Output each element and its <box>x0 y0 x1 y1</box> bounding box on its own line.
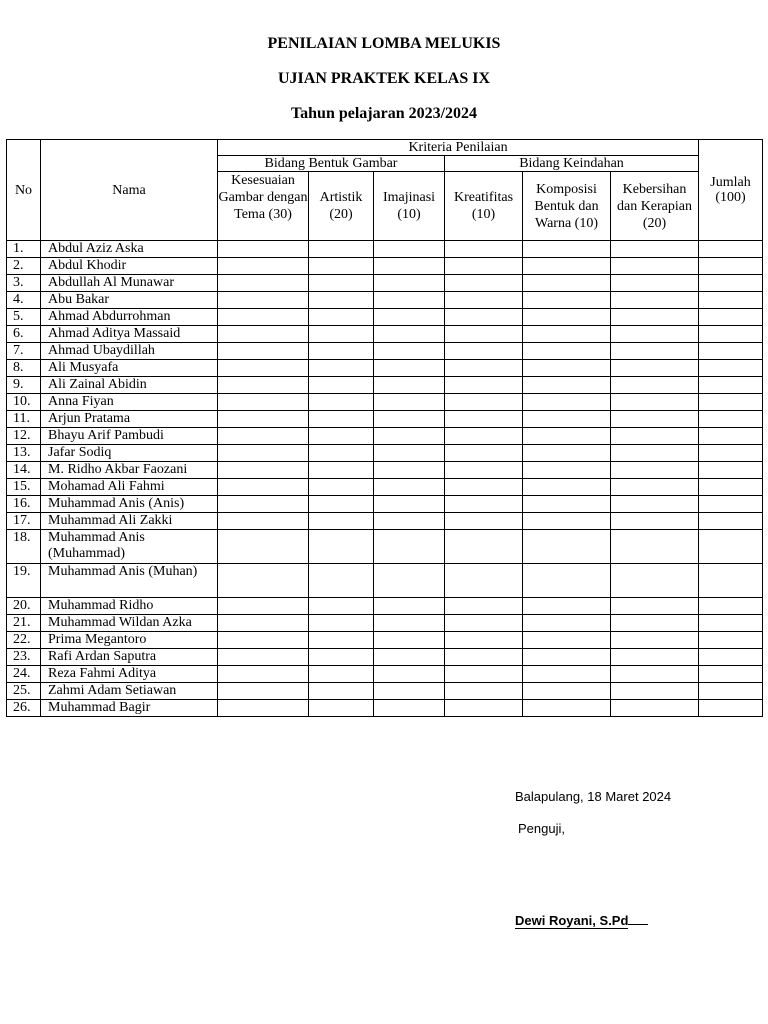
row-number: 1. <box>7 241 41 258</box>
score-cell-jumlah <box>699 479 763 496</box>
score-cell-jumlah <box>699 309 763 326</box>
score-cell-artistik <box>309 683 374 700</box>
score-cell-artistik <box>309 394 374 411</box>
row-number: 14. <box>7 462 41 479</box>
score-cell-imajinasi <box>374 309 445 326</box>
signer <box>515 912 648 929</box>
table-row <box>7 326 763 343</box>
score-cell-komposisi <box>523 530 611 564</box>
score-cell-imajinasi <box>374 496 445 513</box>
score-cell-artistik <box>309 377 374 394</box>
score-cell-artistik <box>309 479 374 496</box>
table-row <box>7 666 763 683</box>
score-cell-imajinasi <box>374 241 445 258</box>
table-row <box>7 445 763 462</box>
table-row <box>7 598 763 615</box>
row-number: 11. <box>7 411 41 428</box>
score-cell-kreatifitas <box>445 683 523 700</box>
score-cell-kebersihan <box>611 258 699 275</box>
header-group-beauty: Bidang Keindahan <box>445 156 699 172</box>
row-number: 23. <box>7 649 41 666</box>
score-cell-komposisi <box>523 598 611 615</box>
score-cell-kreatifitas <box>445 462 523 479</box>
score-cell-kebersihan <box>611 598 699 615</box>
score-cell-kebersihan <box>611 462 699 479</box>
table-row <box>7 496 763 513</box>
header-kebersihan: Kebersihan dan Kerapian (20) <box>611 172 699 241</box>
score-cell-kebersihan <box>611 292 699 309</box>
score-cell-komposisi <box>523 309 611 326</box>
score-cell-kreatifitas <box>445 445 523 462</box>
header-jumlah: Jumlah (100) <box>699 140 763 241</box>
score-cell-jumlah <box>699 326 763 343</box>
score-cell-kebersihan <box>611 632 699 649</box>
header-kreatifitas: Kreatifitas (10) <box>445 172 523 241</box>
student-name: Prima Megantoro <box>41 632 218 649</box>
score-cell-kesesuaian <box>218 598 309 615</box>
score-cell-jumlah <box>699 598 763 615</box>
row-number: 18. <box>7 530 41 564</box>
score-cell-artistik <box>309 445 374 462</box>
header-artistik: Artistik (20) <box>309 172 374 241</box>
score-cell-jumlah <box>699 632 763 649</box>
score-cell-jumlah <box>699 275 763 292</box>
score-cell-kebersihan <box>611 530 699 564</box>
score-cell-kebersihan <box>611 377 699 394</box>
score-cell-kebersihan <box>611 309 699 326</box>
score-cell-kebersihan <box>611 513 699 530</box>
score-cell-imajinasi <box>374 513 445 530</box>
score-cell-imajinasi <box>374 666 445 683</box>
score-cell-imajinasi <box>374 377 445 394</box>
score-cell-kesesuaian <box>218 275 309 292</box>
row-number: 9. <box>7 377 41 394</box>
score-cell-komposisi <box>523 275 611 292</box>
score-cell-jumlah <box>699 394 763 411</box>
score-cell-komposisi <box>523 496 611 513</box>
score-cell-komposisi <box>523 343 611 360</box>
score-cell-kesesuaian <box>218 615 309 632</box>
student-name: Muhammad Anis (Anis) <box>41 496 218 513</box>
score-cell-kreatifitas <box>445 411 523 428</box>
row-number: 5. <box>7 309 41 326</box>
table-row <box>7 377 763 394</box>
score-cell-komposisi <box>523 462 611 479</box>
table-row <box>7 649 763 666</box>
score-cell-jumlah <box>699 445 763 462</box>
table-row <box>7 343 763 360</box>
score-cell-kebersihan <box>611 241 699 258</box>
score-cell-jumlah <box>699 564 763 598</box>
row-number: 20. <box>7 598 41 615</box>
score-cell-kesesuaian <box>218 496 309 513</box>
table-row <box>7 530 763 564</box>
student-name: Abu Bakar <box>41 292 218 309</box>
score-cell-komposisi <box>523 683 611 700</box>
score-cell-komposisi <box>523 649 611 666</box>
student-name: Zahmi Adam Setiawan <box>41 683 218 700</box>
score-cell-kebersihan <box>611 649 699 666</box>
score-cell-kesesuaian <box>218 360 309 377</box>
score-cell-kebersihan <box>611 683 699 700</box>
score-cell-jumlah <box>699 241 763 258</box>
score-cell-jumlah <box>699 496 763 513</box>
score-cell-kesesuaian <box>218 530 309 564</box>
score-cell-artistik <box>309 530 374 564</box>
score-cell-kebersihan <box>611 479 699 496</box>
score-cell-kreatifitas <box>445 513 523 530</box>
header-criteria: Kriteria Penilaian <box>218 140 699 156</box>
score-cell-kebersihan <box>611 326 699 343</box>
table-row <box>7 683 763 700</box>
score-cell-komposisi <box>523 292 611 309</box>
student-name: Anna Fiyan <box>41 394 218 411</box>
score-cell-kreatifitas <box>445 326 523 343</box>
table-row <box>7 309 763 326</box>
score-cell-komposisi <box>523 377 611 394</box>
score-cell-artistik <box>309 309 374 326</box>
score-cell-kreatifitas <box>445 615 523 632</box>
row-number: 4. <box>7 292 41 309</box>
row-number: 8. <box>7 360 41 377</box>
header-komposisi: Komposisi Bentuk dan Warna (10) <box>523 172 611 241</box>
score-cell-imajinasi <box>374 343 445 360</box>
table-row <box>7 564 763 598</box>
score-cell-komposisi <box>523 258 611 275</box>
score-cell-komposisi <box>523 394 611 411</box>
table-row <box>7 411 763 428</box>
score-cell-artistik <box>309 462 374 479</box>
student-name: Muhammad Anis (Muhan) <box>41 564 218 598</box>
score-cell-artistik <box>309 513 374 530</box>
score-cell-artistik <box>309 258 374 275</box>
score-cell-komposisi <box>523 666 611 683</box>
score-cell-imajinasi <box>374 360 445 377</box>
score-cell-kreatifitas <box>445 377 523 394</box>
score-cell-jumlah <box>699 700 763 717</box>
score-cell-artistik <box>309 241 374 258</box>
score-cell-jumlah <box>699 258 763 275</box>
header-imajinasi: Imajinasi (10) <box>374 172 445 241</box>
score-table-body <box>7 241 763 717</box>
document-title: PENILAIAN LOMBA MELUKIS <box>267 35 501 52</box>
score-cell-imajinasi <box>374 683 445 700</box>
score-cell-jumlah <box>699 360 763 377</box>
student-name: M. Ridho Akbar Faozani <box>41 462 218 479</box>
signer-name: Dewi Royani, S.Pd <box>515 913 629 928</box>
score-cell-kreatifitas <box>445 530 523 564</box>
row-number: 12. <box>7 428 41 445</box>
score-cell-komposisi <box>523 700 611 717</box>
score-cell-jumlah <box>699 513 763 530</box>
score-cell-jumlah <box>699 683 763 700</box>
score-cell-imajinasi <box>374 564 445 598</box>
student-name: Mohamad Ali Fahmi <box>41 479 218 496</box>
score-cell-jumlah <box>699 530 763 564</box>
row-number: 24. <box>7 666 41 683</box>
score-cell-artistik <box>309 496 374 513</box>
signature-line <box>628 912 648 925</box>
score-cell-kebersihan <box>611 666 699 683</box>
table-row <box>7 241 763 258</box>
score-cell-komposisi <box>523 632 611 649</box>
score-cell-artistik <box>309 564 374 598</box>
student-name: Muhammad Ali Zakki <box>41 513 218 530</box>
table-row <box>7 615 763 632</box>
student-name: Jafar Sodiq <box>41 445 218 462</box>
score-cell-kebersihan <box>611 564 699 598</box>
table-row <box>7 513 763 530</box>
score-cell-komposisi <box>523 428 611 445</box>
score-cell-jumlah <box>699 649 763 666</box>
score-cell-kesesuaian <box>218 411 309 428</box>
score-cell-kesesuaian <box>218 700 309 717</box>
row-number: 7. <box>7 343 41 360</box>
row-number: 6. <box>7 326 41 343</box>
table-row <box>7 632 763 649</box>
score-cell-komposisi <box>523 615 611 632</box>
score-cell-kesesuaian <box>218 683 309 700</box>
score-cell-artistik <box>309 632 374 649</box>
score-cell-kebersihan <box>611 428 699 445</box>
score-cell-artistik <box>309 428 374 445</box>
score-cell-artistik <box>309 343 374 360</box>
score-cell-kesesuaian <box>218 445 309 462</box>
score-cell-kreatifitas <box>445 428 523 445</box>
score-cell-kreatifitas <box>445 394 523 411</box>
student-name: Ahmad Aditya Massaid <box>41 326 218 343</box>
score-table <box>6 139 763 717</box>
student-name: Muhammad Bagir <box>41 700 218 717</box>
score-cell-jumlah <box>699 462 763 479</box>
score-cell-jumlah <box>699 411 763 428</box>
score-cell-imajinasi <box>374 445 445 462</box>
score-cell-imajinasi <box>374 258 445 275</box>
score-cell-kreatifitas <box>445 666 523 683</box>
score-cell-imajinasi <box>374 615 445 632</box>
score-cell-imajinasi <box>374 462 445 479</box>
student-name: Bhayu Arif Pambudi <box>41 428 218 445</box>
table-row <box>7 258 763 275</box>
score-cell-imajinasi <box>374 632 445 649</box>
score-cell-kesesuaian <box>218 428 309 445</box>
score-cell-kesesuaian <box>218 394 309 411</box>
student-name: Abdullah Al Munawar <box>41 275 218 292</box>
score-cell-kebersihan <box>611 275 699 292</box>
score-cell-artistik <box>309 649 374 666</box>
score-cell-imajinasi <box>374 530 445 564</box>
score-cell-kreatifitas <box>445 258 523 275</box>
score-cell-kreatifitas <box>445 700 523 717</box>
score-cell-jumlah <box>699 292 763 309</box>
score-cell-kesesuaian <box>218 649 309 666</box>
score-cell-kreatifitas <box>445 496 523 513</box>
student-name: Ahmad Ubaydillah <box>41 343 218 360</box>
score-cell-artistik <box>309 292 374 309</box>
student-name: Abdul Khodir <box>41 258 218 275</box>
header-no: No <box>7 140 41 241</box>
score-cell-imajinasi <box>374 479 445 496</box>
table-row <box>7 394 763 411</box>
score-cell-komposisi <box>523 360 611 377</box>
row-number: 2. <box>7 258 41 275</box>
student-name: Ali Musyafa <box>41 360 218 377</box>
row-number: 3. <box>7 275 41 292</box>
row-number: 16. <box>7 496 41 513</box>
score-cell-kebersihan <box>611 343 699 360</box>
score-cell-kreatifitas <box>445 479 523 496</box>
score-cell-imajinasi <box>374 292 445 309</box>
score-cell-kesesuaian <box>218 258 309 275</box>
score-cell-kreatifitas <box>445 292 523 309</box>
score-cell-komposisi <box>523 564 611 598</box>
score-cell-imajinasi <box>374 598 445 615</box>
score-cell-kesesuaian <box>218 632 309 649</box>
table-row <box>7 462 763 479</box>
row-number: 19. <box>7 564 41 598</box>
score-cell-kesesuaian <box>218 326 309 343</box>
score-cell-komposisi <box>523 411 611 428</box>
row-number: 21. <box>7 615 41 632</box>
row-number: 10. <box>7 394 41 411</box>
score-cell-jumlah <box>699 377 763 394</box>
score-cell-artistik <box>309 666 374 683</box>
student-name: Rafi Ardan Saputra <box>41 649 218 666</box>
header-group-form: Bidang Bentuk Gambar <box>218 156 445 172</box>
score-cell-kebersihan <box>611 445 699 462</box>
score-cell-kesesuaian <box>218 564 309 598</box>
document-subtitle: UJIAN PRAKTEK KELAS IX <box>277 70 491 87</box>
score-cell-imajinasi <box>374 394 445 411</box>
place-date: Balapulang, 18 Maret 2024 <box>515 789 672 804</box>
score-cell-kebersihan <box>611 700 699 717</box>
academic-year: Tahun pelajaran 2023/2024 <box>290 105 478 122</box>
student-name: Muhammad Wildan Azka <box>41 615 218 632</box>
score-cell-kesesuaian <box>218 666 309 683</box>
header-kesesuaian: Kesesuaian Gambar dengan Tema (30) <box>218 172 309 241</box>
score-cell-komposisi <box>523 513 611 530</box>
examiner-label: Penguji, <box>518 821 565 836</box>
score-cell-komposisi <box>523 445 611 462</box>
score-cell-kebersihan <box>611 360 699 377</box>
score-cell-kesesuaian <box>218 462 309 479</box>
score-cell-artistik <box>309 411 374 428</box>
score-cell-artistik <box>309 700 374 717</box>
score-cell-kebersihan <box>611 496 699 513</box>
table-row <box>7 275 763 292</box>
score-cell-kesesuaian <box>218 377 309 394</box>
score-cell-jumlah <box>699 666 763 683</box>
row-number: 13. <box>7 445 41 462</box>
score-cell-kebersihan <box>611 394 699 411</box>
score-cell-kebersihan <box>611 411 699 428</box>
score-cell-kreatifitas <box>445 241 523 258</box>
score-cell-imajinasi <box>374 275 445 292</box>
score-cell-imajinasi <box>374 700 445 717</box>
student-name: Ahmad Abdurrohman <box>41 309 218 326</box>
table-row <box>7 360 763 377</box>
score-cell-artistik <box>309 275 374 292</box>
score-cell-kreatifitas <box>445 275 523 292</box>
student-name: Arjun Pratama <box>41 411 218 428</box>
student-name: Muhammad Ridho <box>41 598 218 615</box>
score-cell-imajinasi <box>374 411 445 428</box>
table-row <box>7 700 763 717</box>
table-row <box>7 292 763 309</box>
table-row <box>7 428 763 445</box>
row-number: 15. <box>7 479 41 496</box>
score-cell-artistik <box>309 326 374 343</box>
row-number: 26. <box>7 700 41 717</box>
score-cell-imajinasi <box>374 428 445 445</box>
score-cell-komposisi <box>523 326 611 343</box>
score-cell-artistik <box>309 360 374 377</box>
score-cell-kreatifitas <box>445 632 523 649</box>
score-cell-artistik <box>309 598 374 615</box>
score-cell-kreatifitas <box>445 309 523 326</box>
score-cell-kreatifitas <box>445 649 523 666</box>
score-cell-kesesuaian <box>218 479 309 496</box>
score-cell-artistik <box>309 615 374 632</box>
score-cell-jumlah <box>699 343 763 360</box>
score-cell-komposisi <box>523 479 611 496</box>
score-cell-jumlah <box>699 428 763 445</box>
student-name: Abdul Aziz Aska <box>41 241 218 258</box>
score-cell-imajinasi <box>374 649 445 666</box>
header-name: Nama <box>41 140 218 241</box>
score-cell-kreatifitas <box>445 343 523 360</box>
score-cell-kesesuaian <box>218 241 309 258</box>
score-cell-kebersihan <box>611 615 699 632</box>
student-name: Muhammad Anis (Muhammad) <box>41 530 218 564</box>
score-cell-komposisi <box>523 241 611 258</box>
score-cell-kesesuaian <box>218 292 309 309</box>
score-cell-kesesuaian <box>218 343 309 360</box>
score-cell-kreatifitas <box>445 564 523 598</box>
score-cell-jumlah <box>699 615 763 632</box>
row-number: 17. <box>7 513 41 530</box>
score-cell-kesesuaian <box>218 513 309 530</box>
score-cell-kreatifitas <box>445 598 523 615</box>
student-name: Ali Zainal Abidin <box>41 377 218 394</box>
row-number: 25. <box>7 683 41 700</box>
score-cell-kesesuaian <box>218 309 309 326</box>
row-number: 22. <box>7 632 41 649</box>
student-name: Reza Fahmi Aditya <box>41 666 218 683</box>
table-row <box>7 479 763 496</box>
score-cell-imajinasi <box>374 326 445 343</box>
score-cell-kreatifitas <box>445 360 523 377</box>
